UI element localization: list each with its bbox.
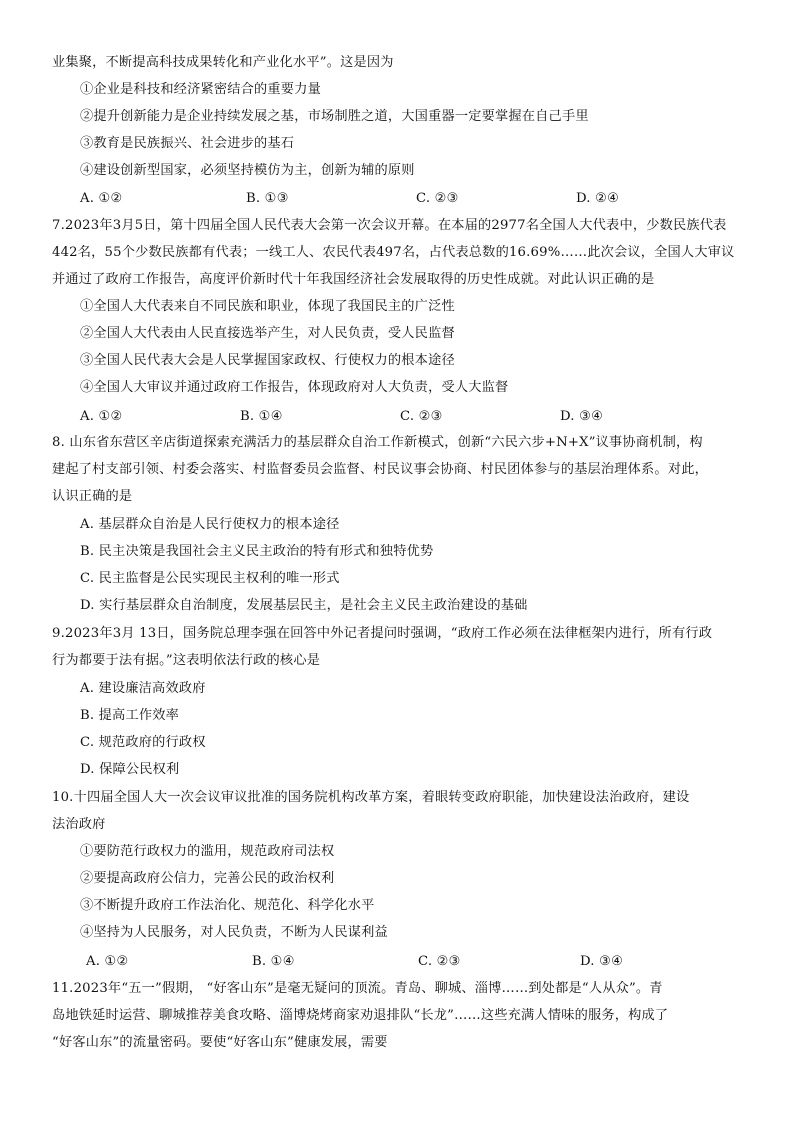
q7-choice-c: C. ②③ — [400, 409, 443, 424]
q10-choice-c: C. ②③ — [418, 954, 461, 969]
q9-option-a: A. 建设廉洁高效政府 — [80, 681, 206, 696]
q6-choice-b: B. ①③ — [246, 191, 289, 206]
q7-option-4: ④全国人大审议并通过政府工作报告，体现政府对人大负责，受人大监督 — [80, 380, 509, 395]
q6-choice-a: A. ①② — [80, 191, 123, 206]
q7-option-2: ②全国人大代表由人民直接选举产生，对人民负责，受人民监督 — [80, 326, 455, 341]
q6-stem-continuation: 业集聚，不断提高科技成果转化和产业化水平”。这是因为 — [52, 55, 394, 70]
q11-stem-line-2: 岛地铁延时运营、聊城推荐美食攻略、淄博烧烤商家劝退排队“长龙”……这些充满人情味的服务，构成了 — [52, 1008, 669, 1023]
q9-option-c: C. 规范政府的行政权 — [80, 735, 206, 750]
q7-stem-line-3: 并通过了政府工作报告，高度评价新时代十年我国经济社会发展取得的历史性成就。对此认识正确的是 — [52, 272, 655, 287]
q8-stem-line-2: 建起了村支部引领、村委会落实、村监督委员会监督、村民议事会协商、村民团体参与的基层治理体系。对此， — [52, 462, 708, 477]
q8-stem-line-1: 8. 山东省东营区辛店街道探索充满活力的基层群众自治工作新模式，创新“六民六步+N+X”议事协商机制，构 — [52, 435, 703, 450]
q11-stem-line-1: 11.2023年“五一”假期， “好客山东”是毫无疑问的顶流。青岛、聊城、淄博……到处都是“人从众”。青 — [52, 981, 663, 996]
q10-option-2: ②要提高政府公信力，完善公民的政治权利 — [80, 871, 335, 886]
q10-stem-line-1: 10.十四届全国人大一次会议审议批准的国务院机构改革方案，着眼转变政府职能，加快建设法治政府，建设 — [52, 790, 690, 805]
q6-option-2: ②提升创新能力是企业持续发展之基，市场制胜之道，大国重器一定要掌握在自己手里 — [80, 109, 589, 124]
q6-option-4: ④建设创新型国家，必须坚持模仿为主，创新为辅的原则 — [80, 163, 415, 178]
q7-option-3: ③全国人民代表大会是人民掌握国家政权、行使权力的根本途径 — [80, 353, 455, 368]
q8-option-b: B. 民主决策是我国社会主义民主政治的特有形式和独特优势 — [80, 544, 434, 559]
q10-option-3: ③不断提升政府工作法治化、规范化、科学化水平 — [80, 898, 375, 913]
q7-stem-line-2: 442名，55个少数民族都有代表；一线工人、农民代表497名，占代表总数的16.69%……此次会议，全国人大审议 — [52, 245, 735, 260]
q11-stem-line-3: “好客山东”的流量密码。要使“好客山东”健康发展，需要 — [52, 1035, 388, 1050]
q9-stem-line-1: 9.2023年3月 13日，国务院总理李强在回答中外记者提问时强调，“政府工作必须在法律框架内进行，所有行政 — [52, 626, 713, 641]
q7-option-1: ①全国人大代表来自不同民族和职业，体现了我国民主的广泛性 — [80, 299, 455, 314]
q8-option-d: D. 实行基层群众自治制度，发展基层民主，是社会主义民主政治建设的基础 — [80, 598, 528, 613]
q8-stem-line-3: 认识正确的是 — [52, 489, 133, 504]
q7-choice-b: B. ①④ — [240, 409, 283, 424]
q10-option-4: ④坚持为人民服务，对人民负责，不断为人民谋利益 — [80, 925, 388, 940]
q10-choice-d: D. ③④ — [580, 954, 624, 969]
q7-choices — [80, 408, 720, 426]
q10-choice-b: B. ①④ — [252, 954, 295, 969]
q6-choices — [80, 190, 720, 208]
q10-option-1: ①要防范行政权力的滥用，规范政府司法权 — [80, 844, 335, 859]
q6-choice-c: C. ②③ — [416, 191, 459, 206]
q8-option-c: C. 民主监督是公民实现民主权利的唯一形式 — [80, 571, 340, 586]
q10-choices — [86, 953, 726, 971]
q7-choice-a: A. ①② — [80, 409, 123, 424]
q10-stem-line-2: 法治政府 — [52, 817, 106, 832]
q7-choice-d: D. ③④ — [560, 409, 604, 424]
q6-option-1: ①企业是科技和经济紧密结合的重要力量 — [80, 82, 321, 97]
q6-option-3: ③教育是民族振兴、社会进步的基石 — [80, 136, 295, 151]
q9-option-d: D. 保障公民权利 — [80, 762, 180, 777]
q6-choice-d: D. ②④ — [576, 191, 620, 206]
q8-option-a: A. 基层群众自治是人民行使权力的根本途径 — [80, 517, 340, 532]
q7-stem-line-1: 7.2023年3月5日，第十四届全国人民代表大会第一次会议开幕。在本届的2977名全国人大代表中，少数民族代表 — [52, 218, 727, 233]
q9-option-b: B. 提高工作效率 — [80, 708, 179, 723]
q10-choice-a: A. ①② — [86, 954, 129, 969]
q9-stem-line-2: 行为都要于法有据。”这表明依法行政的核心是 — [52, 653, 321, 668]
